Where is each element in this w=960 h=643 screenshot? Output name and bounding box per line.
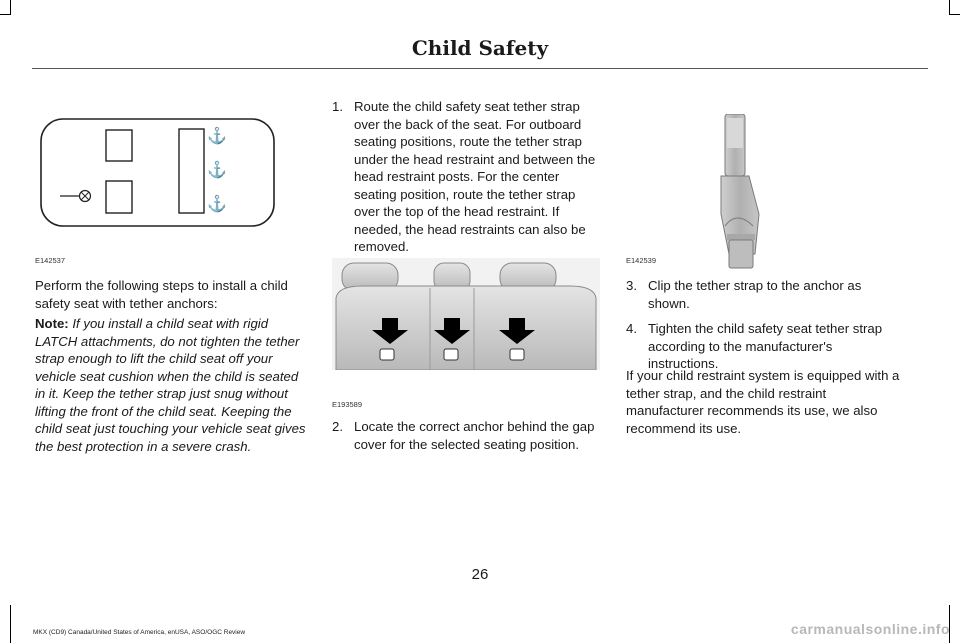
step-text: Route the child safety seat tether strap over the back of the seat. For outboard seating positions, route the tether strap under the head restraint and between the head restraint posts. For the center seating position, route the tether strap over the top of the head restraint. If needed, the head restraints can also be removed. [354,99,596,254]
figure-caption: E142539 [626,256,657,265]
page-title: Child Safety [411,36,549,60]
step-number: 2. [332,419,343,434]
anchor-diagram-illustration [40,118,275,227]
step-number: 3. [626,278,637,293]
step-number: 1. [332,99,343,114]
anchor-icon: ⚓ [207,162,227,179]
step-text: Tighten the child safety seat tether strap according to the manufacturer's instructions. [648,321,883,371]
closing-text: If your child restraint system is equipped with a tether strap, and the child restraint manufacturer recommends its use, we also recommend its use. [626,368,900,436]
crop-mark [0,14,11,15]
anchor-icon: ⚓ [207,128,227,145]
list-item [332,98,604,256]
crop-mark [949,14,960,15]
list-item [332,418,604,453]
rear-seat-illustration [332,258,600,370]
header-divider [32,68,928,69]
step-number: 4. [626,321,637,336]
closing-paragraph [626,367,900,437]
intro-paragraph [35,277,307,312]
steps-list-2 [332,418,604,453]
step-text: Locate the correct anchor behind the gap cover for the selected seating position. [354,419,595,452]
tether-clip-illustration [715,114,775,274]
crop-mark [949,0,950,14]
note-label: Note: [35,316,69,331]
list-item [626,277,898,312]
watermark: carmanualsonline.info [790,621,950,637]
list-item [626,320,898,373]
figure-caption: E193589 [332,400,363,409]
note-text: If you install a child seat with rigid LATCH attachments, do not tighten the tether strap enough to lift the child seat off your vehicle seat cushion when the child is seated in it. Keep the tether strap just snug without lifting the front of the child seat. Keeping the child seat just touching your vehicle seat gives the best protection in a severe crash. [35,316,306,454]
note-paragraph [35,315,307,455]
step-text: Clip the tether strap to the anchor as shown. [648,278,862,311]
page-number: 26 [471,566,489,583]
note-text-block [35,315,307,455]
figure-caption: E142537 [35,256,66,265]
rear-seat-drawing [332,258,600,370]
steps-list-1 [332,98,604,256]
steps-list-3 [626,277,898,373]
anchor-diagram [40,118,275,227]
anchor-icon: ⚓ [207,196,227,213]
footer-text: MKX (CD9) Canada/United States of America, enUSA, ASO/OGC Review [33,629,246,636]
crop-mark [10,605,11,643]
tether-clip-drawing [715,114,775,274]
crop-mark [10,0,11,14]
intro-text: Perform the following steps to install a child safety seat with tether anchors: [35,278,288,311]
